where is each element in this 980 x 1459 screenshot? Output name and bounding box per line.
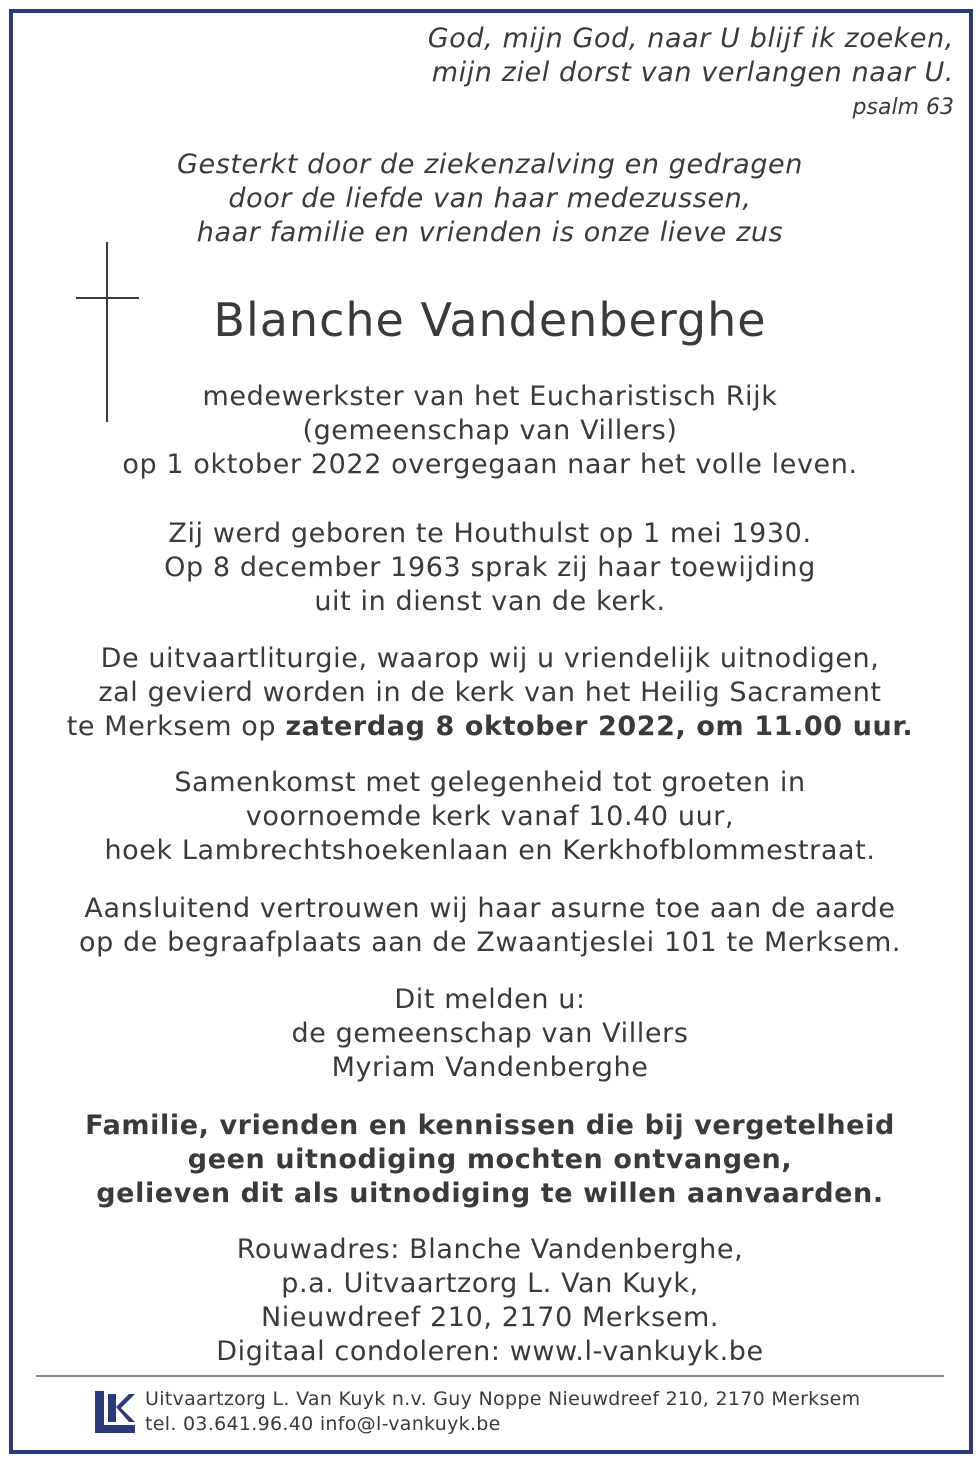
intro-line-2: door de liefde van haar medezussen,	[228, 183, 752, 214]
funeral-line-3	[0, 710, 980, 744]
verse-line-1: God, mijn God, naar U blijf ik zoeken,	[427, 23, 954, 54]
funeral-place: te Merksem op	[66, 711, 286, 742]
funeral-text	[0, 642, 980, 744]
logo-icon	[95, 1391, 135, 1433]
address-line-1: Rouwadres: Blanche Vandenberghe,	[236, 1234, 744, 1265]
role-line-1: medewerkster van het Eucharistisch Rijk	[202, 381, 778, 412]
burial-line-2: op de begraafplaats aan de Zwaantjeslei 101 te Merksem.	[78, 927, 902, 958]
footer-line-2: tel. 03.641.96.40 info@l-vankuyk.be	[145, 1413, 501, 1435]
role-text	[0, 380, 980, 482]
funeral-line-2: zal gevierd worden in de kerk van het Heilig Sacrament	[98, 677, 882, 708]
condolence-link[interactable]: Digitaal condoleren: www.l-vankuyk.be	[216, 1336, 764, 1367]
notice-line-2: geen uitnodiging mochten ontvangen,	[187, 1144, 793, 1175]
intro-line-1: Gesterkt door de ziekenzalving en gedragen	[177, 149, 803, 180]
deceased-name: Blanche Vandenberghe	[213, 293, 767, 347]
notice-line-3: gelieven dit als uitnodiging te willen aanvaarden.	[96, 1178, 884, 1209]
address-line-2: p.a. Uitvaartzorg L. Van Kuyk,	[281, 1268, 699, 1299]
gathering-line-2: voornoemde kerk vanaf 10.40 uur,	[245, 801, 735, 832]
bio-line-1: Zij werd geboren te Houthulst op 1 mei 1930.	[168, 518, 812, 549]
notice-text	[0, 1109, 980, 1211]
bio-line-2: Op 8 december 1963 sprak zij haar toewijding	[164, 552, 816, 583]
footer-divider	[36, 1375, 944, 1377]
gathering-line-1: Samenkomst met gelegenheid tot groeten in	[174, 767, 806, 798]
announcers-line-3: Myriam Vandenberghe	[331, 1052, 649, 1083]
role-line-3: op 1 oktober 2022 overgegaan naar het volle leven.	[122, 449, 858, 480]
verse-source: psalm 63	[852, 95, 954, 120]
announcers-text	[0, 983, 980, 1085]
role-line-2: (gemeenschap van Villers)	[302, 415, 678, 446]
burial-text	[0, 892, 980, 960]
intro-line-3: haar familie en vrienden is onze lieve zus	[196, 217, 784, 248]
bio-line-3: uit in dienst van de kerk.	[314, 586, 666, 617]
address-line-3: Nieuwdreef 210, 2170 Merksem.	[260, 1302, 720, 1333]
funeral-datetime: zaterdag 8 oktober 2022, om 11.00 uur.	[285, 711, 914, 742]
burial-line-1: Aansluitend vertrouwen wij haar asurne toe aan de aarde	[84, 893, 896, 924]
intro-text	[0, 148, 980, 250]
footer-line-1: Uitvaartzorg L. Van Kuyk n.v. Guy Noppe Nieuwdreef 210, 2170 Merksem	[145, 1388, 861, 1410]
psalm-verse	[428, 22, 954, 90]
gathering-line-3: hoek Lambrechtshoekenlaan en Kerkhofblommestraat.	[104, 835, 876, 866]
announcers-line-2: de gemeenschap van Villers	[291, 1018, 689, 1049]
bio-text	[0, 517, 980, 619]
announcers-line-1: Dit melden u:	[394, 984, 586, 1015]
company-logo	[95, 1391, 135, 1433]
gathering-text	[0, 766, 980, 868]
address-text	[0, 1233, 980, 1369]
footer-info	[145, 1387, 860, 1437]
verse-line-2: mijn ziel dorst van verlangen naar U.	[431, 57, 954, 88]
funeral-line-1: De uitvaartliturgie, waarop wij u vriendelijk uitnodigen,	[100, 643, 880, 674]
notice-line-1: Familie, vrienden en kennissen die bij vergetelheid	[85, 1110, 895, 1141]
